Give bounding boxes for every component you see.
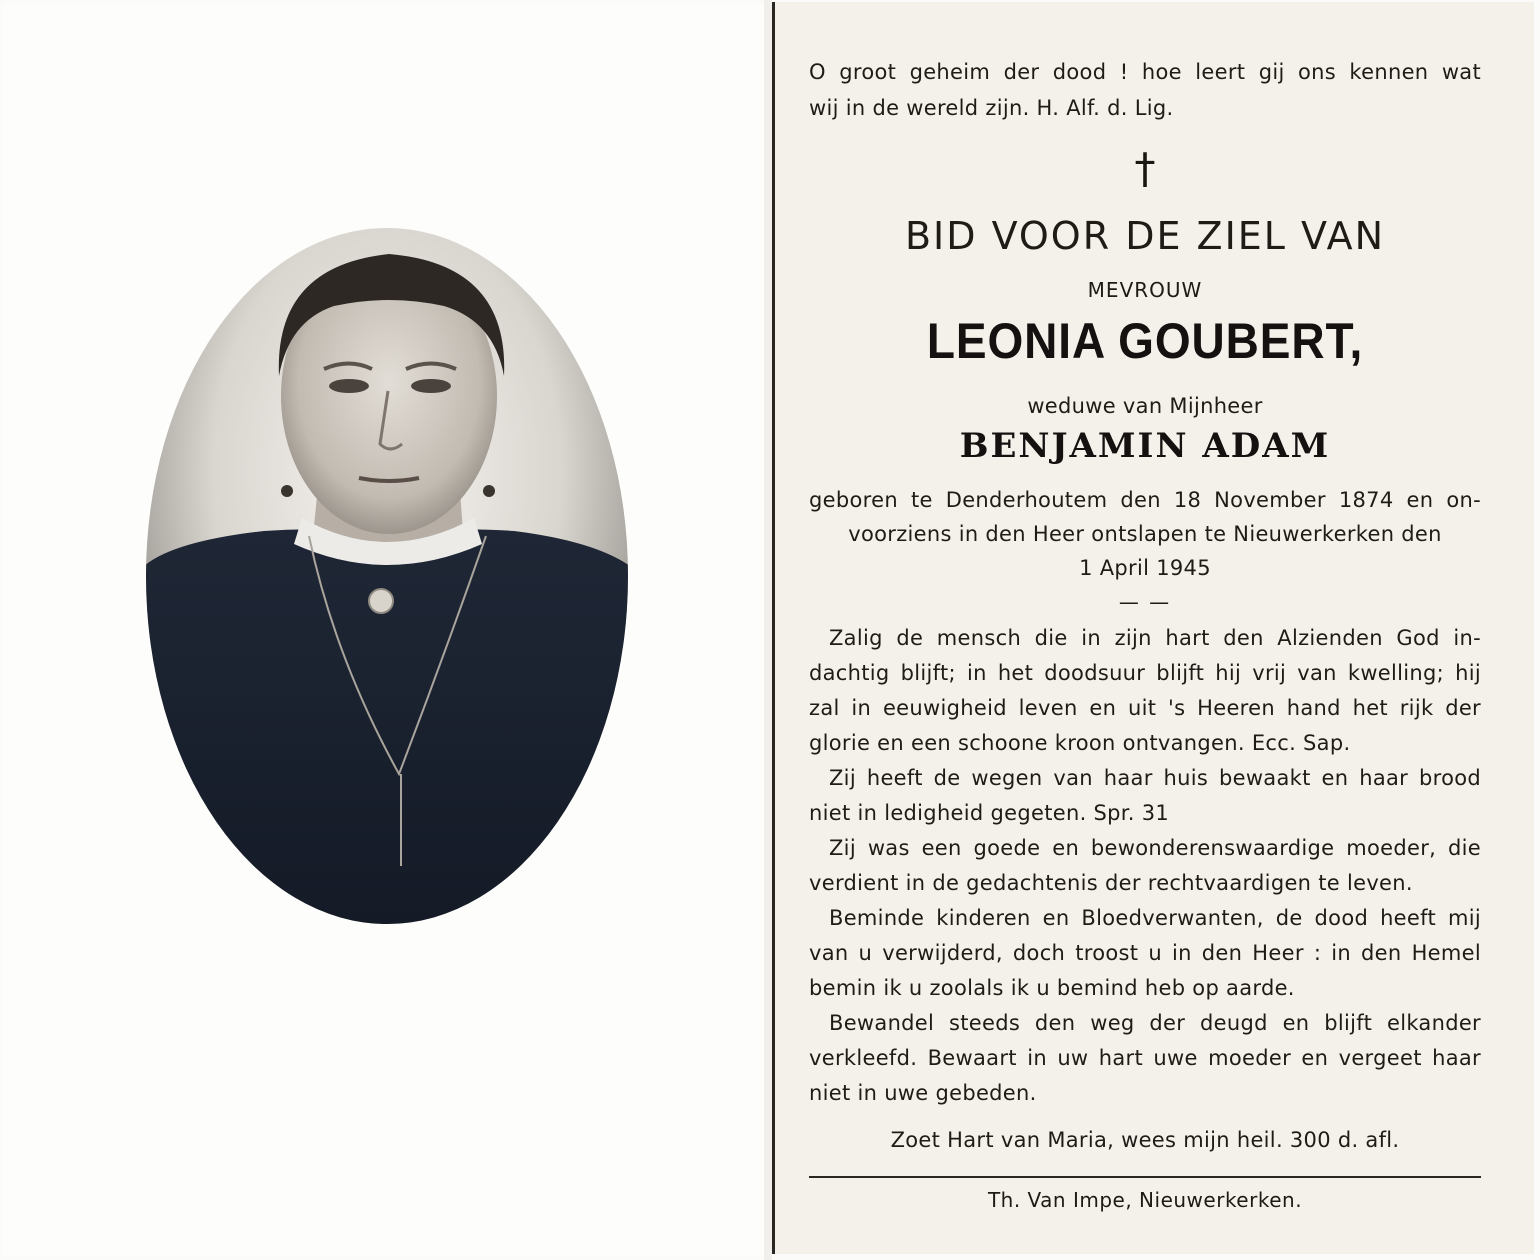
portrait-photo — [144, 226, 630, 926]
cross-icon: † — [1134, 144, 1156, 193]
verse-line: glorie en een schoone kroon ontvangen. Ecc. Sap. — [809, 731, 1351, 755]
verse-line: niet in ledigheid gegeten. Spr. 31 — [809, 801, 1170, 825]
life-line-2: voorziens in den Heer ontslapen te Nieuwerkerken den — [848, 522, 1442, 546]
card-gutter — [764, 0, 772, 1260]
portrait-card — [2, 4, 765, 1256]
closing-prayer: Zoet Hart van Maria, wees mijn heil. 300 d. afl. — [890, 1128, 1400, 1152]
separator: — — — [1118, 590, 1172, 614]
deceased-name: LEONIA GOUBERT, — [926, 313, 1364, 369]
widow-line: weduwe van Mijnheer — [1027, 394, 1263, 418]
divider-rule — [809, 1176, 1481, 1178]
verse-line: van u verwijderd, doch troost u in den Heer : in den Hemel — [809, 941, 1481, 965]
portrait-image — [144, 226, 630, 926]
verse-line: verdient in de gedachtenis der rechtvaardigen te leven. — [809, 871, 1413, 895]
life-line-3: 1 April 1945 — [1079, 556, 1211, 580]
memorial-text-card — [772, 2, 1534, 1254]
verse-line: dachtig blijft; in het doodsuur blijft hij vrij van kwelling; hij — [809, 661, 1481, 685]
verse-line: zal in eeuwigheid leven en uit 's Heeren hand het rijk der — [809, 696, 1481, 720]
verse-line: niet in uwe gebeden. — [809, 1081, 1037, 1105]
verse-line: bemin ik u zoolals ik u bemind heb op aarde. — [809, 976, 1295, 1000]
printer-credit: Th. Van Impe, Nieuwerkerken. — [987, 1188, 1303, 1212]
verse-line: Bewandel steeds den weg der deugd en blijft elkander — [829, 1011, 1481, 1035]
verse-line: verkleefd. Bewaart in uw hart uwe moeder en vergeet haar — [809, 1046, 1481, 1070]
verse-line: Zij heeft de wegen van haar huis bewaakt en haar brood — [829, 766, 1481, 790]
pray-heading: BID VOOR DE ZIEL VAN — [904, 214, 1386, 258]
verse-line: Beminde kinderen en Bloedverwanten, de dood heeft mij — [829, 906, 1481, 930]
life-line-1: geboren te Denderhoutem den 18 November 1874 en on- — [809, 488, 1481, 512]
epigraph-line-1: O groot geheim der dood ! hoe leert gij ons kennen wat — [809, 60, 1481, 84]
verse-line: Zij was een goede en bewonderenswaardige moeder, die — [829, 836, 1481, 860]
verse-line: Zalig de mensch die in zijn hart den Alzienden God in- — [829, 626, 1481, 650]
husband-name: BENJAMIN ADAM — [959, 426, 1331, 466]
title-mevrouw: MEVROUW — [1087, 278, 1203, 302]
epigraph-line-2: wij in de wereld zijn. H. Alf. d. Lig. — [809, 96, 1174, 120]
